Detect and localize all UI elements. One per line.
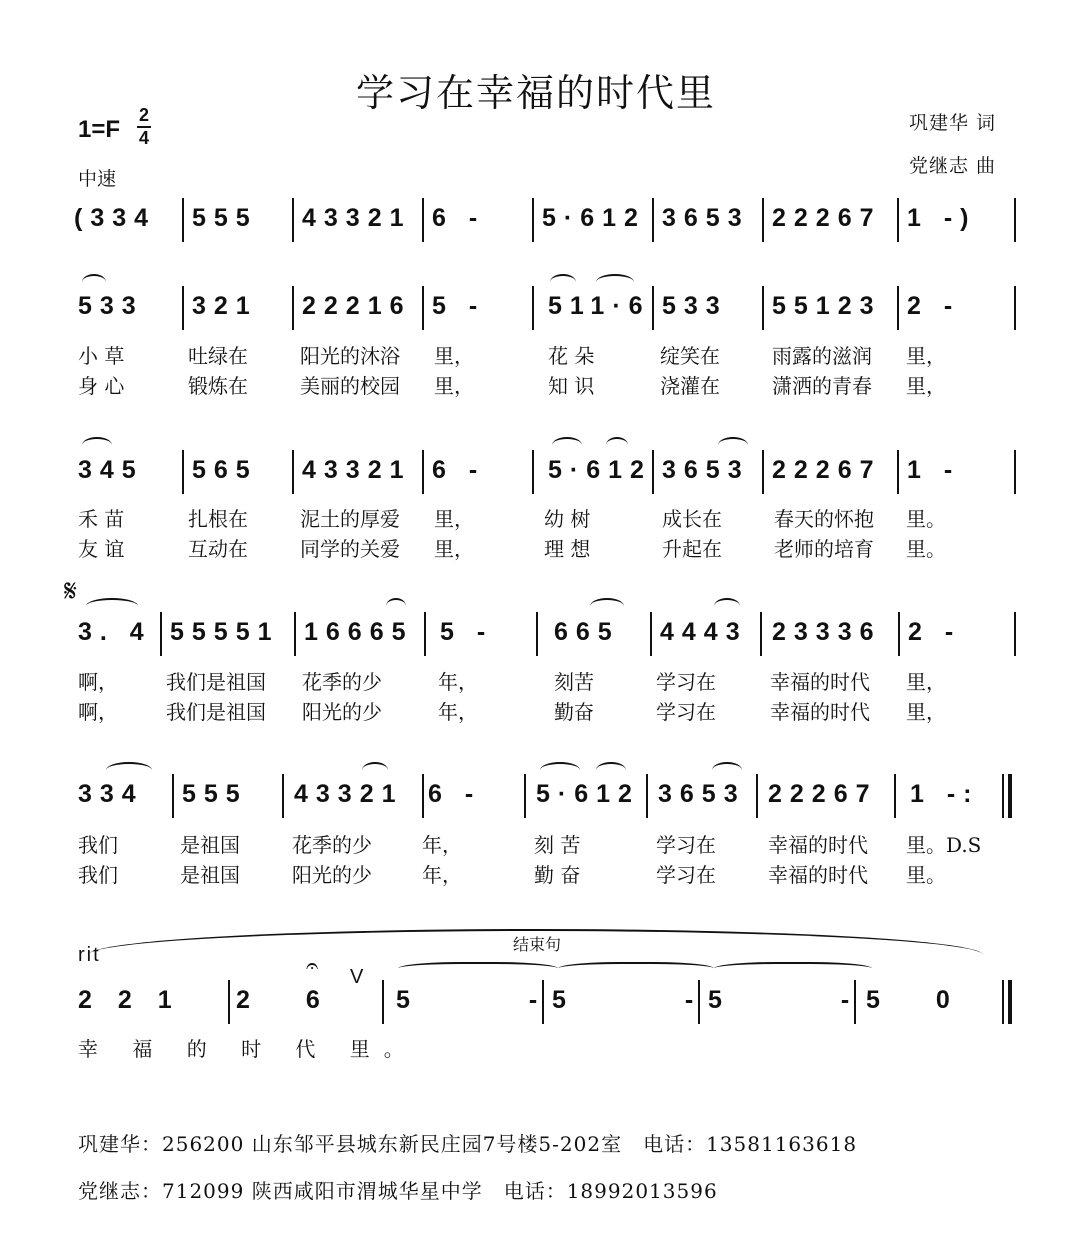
key-signature: 1=F <box>78 116 121 143</box>
lyric-word: 年， <box>422 833 462 857</box>
measure: 4443 <box>660 618 748 646</box>
measure: 665 <box>554 618 620 646</box>
lyric-word: 雨露的滋润 <box>772 344 872 368</box>
lyric-word: 锻炼在 <box>188 374 248 398</box>
lyric-word: 里， <box>434 374 474 398</box>
system-1 <box>72 198 1017 246</box>
lyric-word: 老师的培育 <box>774 537 874 561</box>
measure: 1 -: <box>910 780 980 808</box>
lyric-word: 里， <box>906 700 946 724</box>
measure: 321 <box>192 292 258 320</box>
measure: 5 - <box>708 986 906 1014</box>
lyric-word: 花季的少 <box>302 670 382 694</box>
measure: 22267 <box>768 780 878 808</box>
measure: 533 <box>662 292 728 320</box>
lyric-word: 泥土的厚爱 <box>300 507 400 531</box>
lyric-word: 扎根在 <box>188 507 248 531</box>
lyricist-credit: 巩建华 词 <box>908 112 996 134</box>
lyric-word: 浇灌在 <box>660 374 720 398</box>
time-bottom: 4 <box>138 128 149 148</box>
measure: 334 <box>78 780 144 808</box>
system-2 <box>72 286 1017 334</box>
coda-lyric: 幸 福 的 时 代 里。 <box>78 1037 418 1061</box>
system-4 <box>72 612 1017 660</box>
measure: (334 <box>74 204 157 232</box>
lyric-word: 阳光的少 <box>302 700 382 724</box>
lyric-word: 里。 <box>906 537 946 561</box>
lyric-word: 我们 <box>78 863 118 887</box>
tie-brace <box>398 962 872 978</box>
measure: 5·612 <box>536 780 640 808</box>
lyric-word: 年， <box>438 670 478 694</box>
lyric-line <box>78 829 1018 859</box>
lyric-word: 年， <box>422 863 462 887</box>
rit-marking: rit <box>78 944 101 966</box>
lyric-word: 幸福的时代 <box>770 670 870 694</box>
measure: 511·6 <box>548 292 651 320</box>
lyric-word: 幸福的时代 <box>768 863 868 887</box>
lyric-word: 互动在 <box>188 537 248 561</box>
lyric-word: 春天的怀抱 <box>774 507 874 531</box>
measure: 2 - <box>908 618 962 646</box>
measure: 3. 4 <box>78 618 152 646</box>
song-title: 学习在幸福的时代里 <box>355 71 716 115</box>
lyric-word: 里， <box>434 537 474 561</box>
coda-system <box>72 980 1017 1028</box>
lyric-word: 里， <box>906 344 946 368</box>
lyric-word: 学习在 <box>656 670 716 694</box>
lyric-word: 啊， <box>78 670 118 694</box>
tempo-marking: 中速 <box>78 168 117 190</box>
time-top: 2 <box>138 105 149 125</box>
lyric-word: 同学的关爱 <box>300 537 400 561</box>
measure: 43321 <box>302 456 412 484</box>
lyric-word: 勤 奋 <box>534 863 581 887</box>
lyric-word: 里， <box>434 507 474 531</box>
measure: 3653 <box>658 780 746 808</box>
lyric-line <box>78 340 1018 370</box>
measure: 43321 <box>302 204 412 232</box>
lyric-word: 身 心 <box>78 374 125 398</box>
lyric-word: 花 朵 <box>548 344 595 368</box>
lyric-word: 幸福的时代 <box>768 833 868 857</box>
measure: 55123 <box>772 292 882 320</box>
measure: 50 <box>866 986 1006 1014</box>
measure: 22267 <box>772 204 882 232</box>
lyric-word: 我们是祖国 <box>166 670 266 694</box>
lyric-word: 理 想 <box>544 537 591 561</box>
lyric-line <box>78 859 1018 889</box>
lyric-word: 刻苦 <box>554 670 594 694</box>
time-signature <box>137 106 151 148</box>
lyric-word: 升起在 <box>662 537 722 561</box>
lyric-word: 阳光的沐浴 <box>300 344 400 368</box>
measure: 22267 <box>772 456 882 484</box>
breath-mark: V <box>350 966 364 988</box>
measure: 16665 <box>304 618 414 646</box>
lyric-word: 成长在 <box>662 507 722 531</box>
lyric-word: 绽笑在 <box>660 344 720 368</box>
lyric-word: 学习在 <box>656 863 716 887</box>
coda-label: 结束句 <box>513 935 562 954</box>
measure: 3653 <box>662 204 750 232</box>
lyric-line <box>78 666 1018 696</box>
lyric-word: 里， <box>434 344 474 368</box>
lyric-word: 里。D.S <box>906 833 982 857</box>
measure: 1 - <box>907 456 961 484</box>
lyric-line <box>78 370 1018 400</box>
measure: 6 - <box>432 204 486 232</box>
lyric-word: 花季的少 <box>292 833 372 857</box>
lyric-word: 友 谊 <box>78 537 125 561</box>
lyric-line <box>78 533 1018 563</box>
contact-lyricist: 巩建华：256200 山东邹平县城东新民庄园7号楼5-202室 电话：13581163618 <box>78 1132 858 1156</box>
measure: 2 - <box>907 292 961 320</box>
lyric-word: 里， <box>906 374 946 398</box>
measure: 221 <box>78 986 198 1014</box>
lyric-word: 年， <box>438 700 478 724</box>
lyric-word: 勤奋 <box>554 700 594 724</box>
lyric-word: 里。 <box>906 863 946 887</box>
lyric-word: 学习在 <box>656 700 716 724</box>
measure: 5·612 <box>548 456 652 484</box>
measure: 6 - <box>432 456 486 484</box>
lyric-word: 潇洒的青春 <box>772 374 872 398</box>
measure: 5 - <box>440 618 494 646</box>
lyric-word: 幼 树 <box>544 507 591 531</box>
measure: 565 <box>192 456 258 484</box>
measure: 23336 <box>772 618 882 646</box>
lyric-word: 美丽的校园 <box>300 374 400 398</box>
measure: 555 <box>192 204 258 232</box>
lyric-word: 禾 苗 <box>78 507 125 531</box>
lyric-word: 啊， <box>78 700 118 724</box>
measure: 5 - <box>432 292 486 320</box>
lyric-line <box>78 503 1018 533</box>
measure: 533 <box>78 292 144 320</box>
system-5 <box>72 774 1017 822</box>
lyric-word: 刻 苦 <box>534 833 581 857</box>
lyric-word: 里， <box>906 670 946 694</box>
measure: 5·612 <box>542 204 646 232</box>
lyric-word: 幸福的时代 <box>770 700 870 724</box>
composer-credit: 党继志 曲 <box>908 155 996 177</box>
lyric-word: 里。 <box>906 507 946 531</box>
measure: 43321 <box>294 780 404 808</box>
contact-composer: 党继志：712099 陕西咸阳市渭城华星中学 电话：18992013596 <box>78 1179 718 1203</box>
lyric-word: 是祖国 <box>180 833 240 857</box>
lyric-word: 是祖国 <box>180 863 240 887</box>
lyric-line <box>78 696 1018 726</box>
measure: 1 -) <box>907 204 977 232</box>
segno-sign: 𝄋 <box>64 574 77 609</box>
measure: 22216 <box>302 292 412 320</box>
lyric-word: 知 识 <box>548 374 595 398</box>
measure: 555 <box>182 780 248 808</box>
measure: 3653 <box>662 456 750 484</box>
system-3 <box>72 450 1017 498</box>
measure: 5 - <box>396 986 594 1014</box>
lyric-word: 我们 <box>78 833 118 857</box>
measure: 55551 <box>170 618 280 646</box>
measure: 5 - <box>552 986 750 1014</box>
lyric-word: 吐绿在 <box>188 344 248 368</box>
measure: 345 <box>78 456 144 484</box>
lyric-word: 我们是祖国 <box>166 700 266 724</box>
lyric-word: 学习在 <box>656 833 716 857</box>
lyric-word: 阳光的少 <box>292 863 372 887</box>
lyric-word: 小 草 <box>78 344 125 368</box>
measure: 26 <box>236 986 376 1014</box>
measure: 6 - <box>428 780 482 808</box>
fermata-icon: 𝄐 <box>306 954 319 979</box>
